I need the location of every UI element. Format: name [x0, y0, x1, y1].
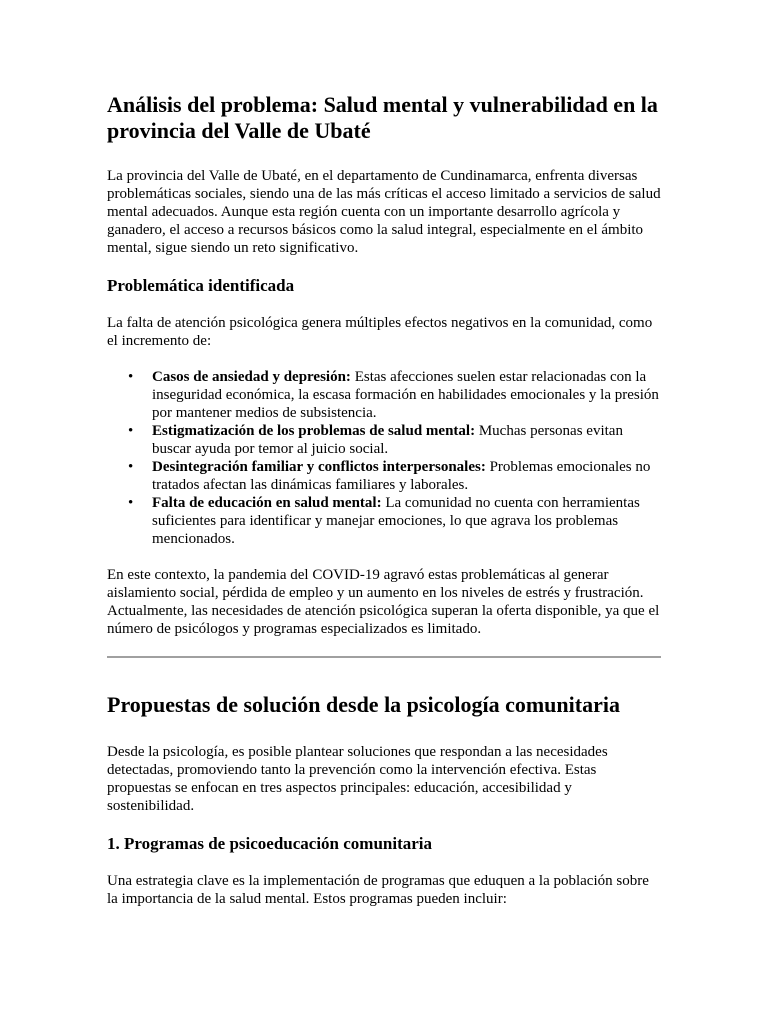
- section2-intro: Desde la psicología, es posible plantear soluciones que respondan a las necesidades detectadas, promoviendo tanto la prevención como la intervención efectiva. Estas propuestas se enfocan en tres aspectos principales: educación, accesibilidad y sostenibilidad.: [107, 744, 608, 814]
- section1-subheading: Problemática identificada: [107, 276, 295, 295]
- bullet-icon: •: [128, 423, 134, 439]
- list-item-term: Falta de educación en salud mental:: [152, 495, 382, 511]
- list-item-term: Estigmatización de los problemas de salud mental:: [152, 423, 476, 439]
- bullet-icon: •: [128, 369, 134, 385]
- list-item-text: Muchas personas evitan buscar ayuda por temor al juicio social.: [152, 423, 623, 457]
- section1-lead: La falta de atención psicológica genera múltiples efectos negativos en la comunidad, como el incremento de:: [107, 315, 653, 349]
- section1-intro: La provincia del Valle de Ubaté, en el departamento de Cundinamarca, enfrenta diversas problemáticas sociales, siendo una de las más críticas el acceso limitado a servicios de salud mental adecuados. Aunque esta región cuenta con un importante desarrollo agrícola y ganadero, el acceso a recursos básicos como la salud integral, especialmente en el ámbito mental, sigue siendo un reto significativo.: [107, 168, 661, 256]
- list-item-term: Desintegración familiar y conflictos interpersonales:: [152, 459, 486, 475]
- section2-body: Una estrategia clave es la implementación de programas que eduquen a la población sobre la importancia de la salud mental. Estos programas pueden incluir:: [107, 873, 649, 907]
- list-item: [128, 368, 661, 422]
- list-item-text: Problemas emocionales no tratados afectan las dinámicas familiares y laborales.: [152, 459, 651, 493]
- list-item-term: Casos de ansiedad y depresión:: [152, 369, 351, 385]
- bullet-icon: •: [128, 495, 134, 511]
- bullet-icon: •: [128, 459, 134, 475]
- section2-title: Propuestas de solución desde la psicología comunitaria: [107, 692, 620, 717]
- problem-list: [107, 368, 661, 548]
- list-item: [128, 494, 661, 548]
- section1-title: Análisis del problema: Salud mental y vulnerabilidad en la provincia del Valle de Ubaté: [107, 92, 658, 143]
- list-item-text: Estas afecciones suelen estar relacionadas con la inseguridad económica, la escasa formación en habilidades emocionales y la presión por mantener medios de subsistencia.: [152, 369, 659, 421]
- section1-context: En este contexto, la pandemia del COVID-19 agravó estas problemáticas al generar aislamiento social, pérdida de empleo y un aumento en los niveles de estrés y frustración. Actualmente, las necesidades de atención psicológica superan la oferta disponible, ya que el número de psicólogos y programas especializados es limitado.: [107, 567, 660, 637]
- section2-subheading: 1. Programas de psicoeducación comunitaria: [107, 834, 433, 853]
- list-item-text: La comunidad no cuenta con herramientas suficientes para identificar y manejar emociones, lo que agrava los problemas mencionados.: [152, 495, 640, 547]
- list-item: [128, 458, 661, 494]
- section-divider: [107, 656, 661, 658]
- list-item: [128, 422, 661, 458]
